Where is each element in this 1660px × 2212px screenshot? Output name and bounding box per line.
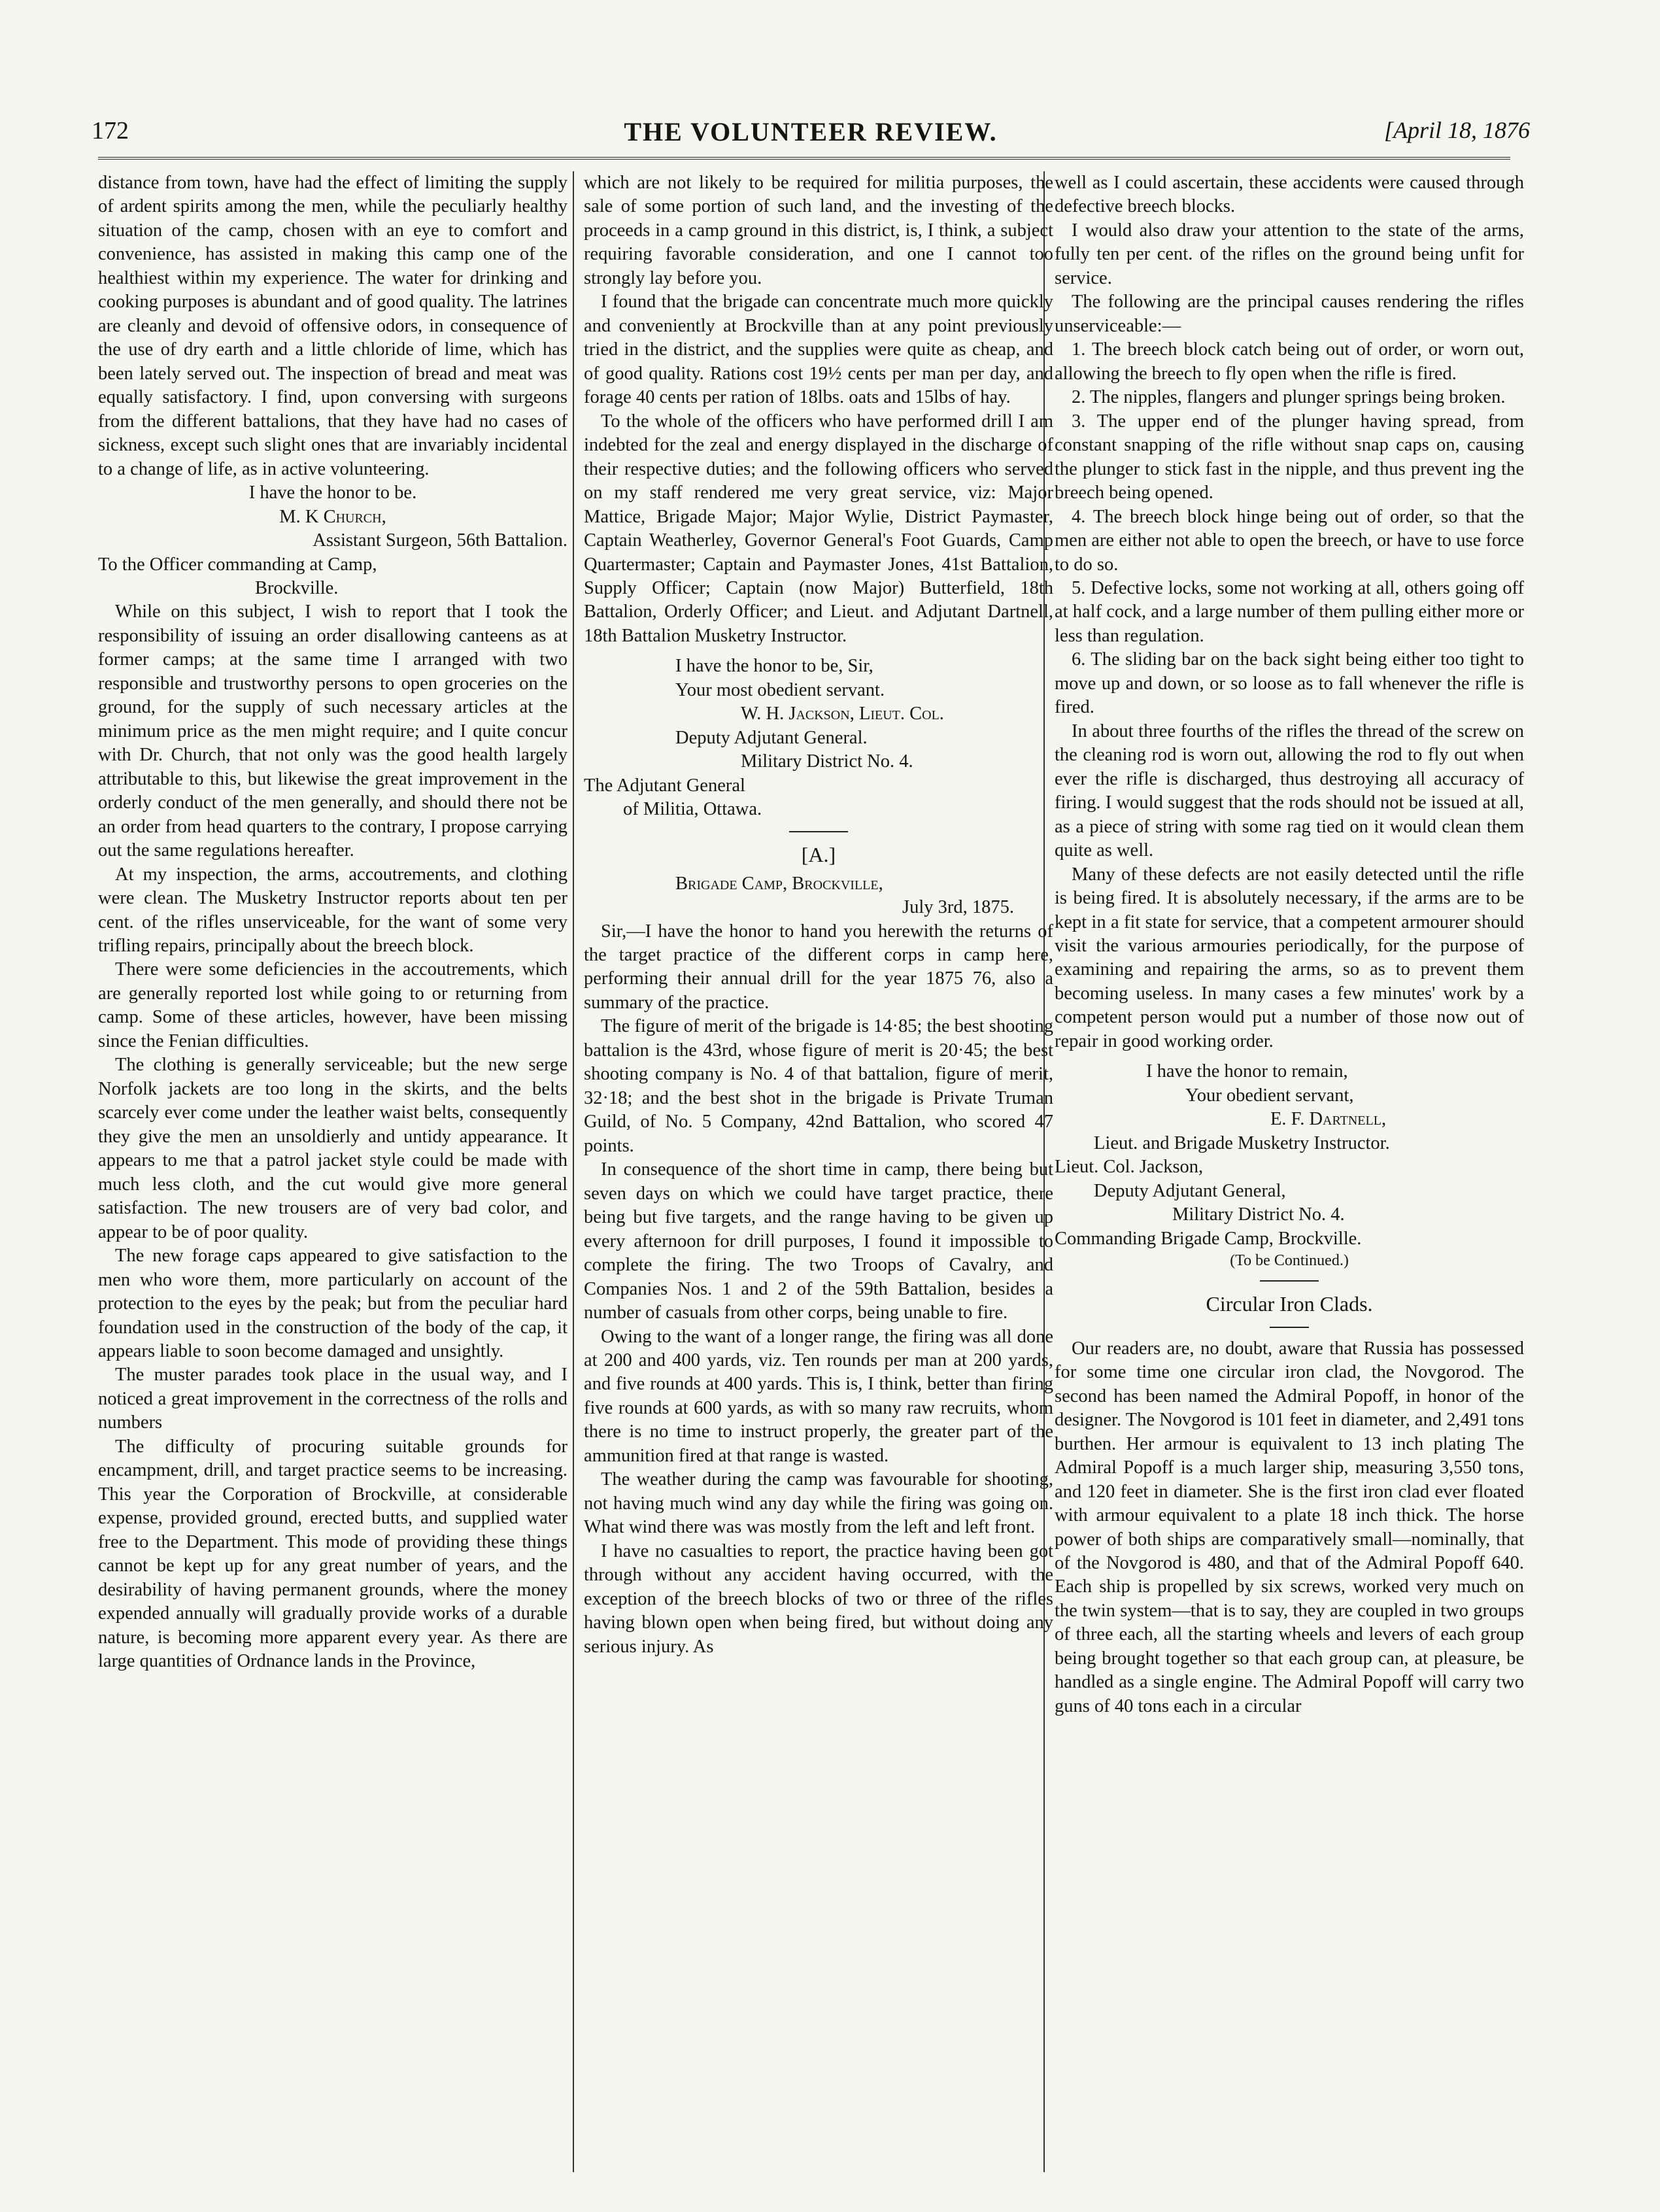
column-1 [98,171,567,2185]
issue-date: [April 18, 1876 [1383,117,1530,143]
signature-name: E. F. Dartnell, [1270,1109,1387,1130]
paragraph: In consequence of the short time in camp, there being but seven days on which we could have target practice, there being but five targets, and the range having to be given up every afternoon for drill purposes, I found it impossible to complete the firing. The two Troops of Cavalry, and Companies Nos. 1 and 2 of the 59th Battalion, besides a number of casuals from other corps, being unable to fire. [584,1159,1053,1323]
paragraph: distance from town, have had the effect of limiting the supply of ardent spirits among the men, while the peculiarly healthy situation of the camp, chosen with an eye to comfort and convenience, has assisted in making this camp one of the healthiest within my experience. The water for drinking and cooking purposes is abundant and of good quality. The latrines are cleanly and devoid of offensive odors, in consequence of the use of dry earth and a little chloride of lime, which has been lately served out. The inspection of bread and meat was equally satisfactory. I find, upon conversing with surgeons from the different battalions, that they have had no cases of sickness, except such slight ones that are invariably incidental to a change of life, as in active volunteering. [98,173,567,479]
paragraph: I found that the brigade can concentrate much more quickly and conveniently at Brockville than at any point previously tried in the district, and the supplies were quite as cheap, and of good quality. Rations cost 19½ cents per man per day, and forage 40 cents per ration of 18lbs. oats and 15lbs of hay. [584,292,1053,408]
header-rule [98,157,1510,160]
paragraph: The new forage caps appeared to give satisfaction to the men who wore them, more particularly on account of the protection to the eyes by the peak; but from the peculiar hard foundation used in the construction of the body of the cap, it appears liable to soon become damaged and unsightly. [98,1246,567,1361]
addressee-place: Brockville. [255,577,339,598]
signature-title: Military District No. 4. [741,751,913,772]
publication-title: THE VOLUNTEER REVIEW. [624,117,998,146]
paragraph: The difficulty of procuring suitable grounds for encampment, drill, and target practice seems to be increasing. This year the Corporation of Brockville, at considerable expense, provided ground, erected butts, and supplied water free to the Department. This mode of providing these things cannot be kept up for any great number of years, and the desirability of having permanent grounds, where the money expended annually will gradually provide works of a durable nature, is becoming more apparent every year. As there are large quantities of Ordnance lands in the Province, [98,1436,567,1672]
paragraph: In about three fourths of the rifles the thread of the screw on the cleaning rod is worn out, allowing the rod to fly out when ever the rifle is discharged, thus destroying all accuracy of firing. I would suggest that the rods should not be issued at all, as a piece of string with some rag tied on it would clean them quite as well. [1055,721,1524,861]
addressee-title: Deputy Adjutant General, [1094,1180,1286,1201]
list-item: 1. The breech block catch being out of order, or worn out, allowing the breech to fly open when the rifle is fired. [1055,339,1524,384]
signature-title: Lieut. and Brigade Musketry Instructor. [1094,1132,1390,1153]
section-rule [1270,1327,1309,1328]
addressee: Lieut. Col. Jackson, [1055,1157,1204,1178]
list-item: 6. The sliding bar on the back sight being either too tight to move up and down, or so loose as to fall whenever the rifle is fired. [1055,649,1524,718]
paragraph: While on this subject, I wish to report that I took the responsibility of issuing an order disallowing canteens as at former camps; at the same time I arranged with two responsible and trustworthy persons to open groceries on the ground, for the supply of such necessary articles at the minimum price as the men might require; and I quite concur with Dr. Church, that not only was the good health largely attributable to this, but likewise the great improvement in the orderly conduct of the men generally, and should there not be an order from head quarters to the contrary, I propose carrying out the same regulations hereafter. [98,602,567,861]
paragraph: which are not likely to be required for militia purposes, the sale of some portion of such land, and the investing of the proceeds in a camp ground in this district, is, I think, a subject requiring favorable consideration, and one I cannot too strongly lay before you. [584,173,1053,288]
addressee-place: of Militia, Ottawa. [623,799,762,820]
page-header [92,116,1530,156]
section-rule [789,831,848,832]
paragraph: Our readers are, no doubt, aware that Russia has possessed for some time one circular iron clad, the Novgorod. The second has been named the Admiral Popoff, in honor of the designer. The Novgorod is 101 feet in diameter, and 2,491 tons burthen. Her armour is equivalent to 13 inch plating The Admiral Popoff is a much larger ship, measuring 3,550 tons, and 120 feet in diameter. She is the first iron clad ever floated with armour equivalent to a plate 18 inch thick. The horse power of both ships are comparatively small—nominally, that of the Novgorod is 480, and that of the Admiral Popoff 640. Each ship is propelled by six screws, worked very much on the twin system—that is to say, they are coupled in two groups of three each, all the starting wheels and levers of each group being brought together so that each group can, at pleasure, be handled as a single engine. The Admiral Popoff will carry two guns of 40 tons each in a circular [1055,1338,1524,1716]
signature-line: Your obedient servant, [1185,1085,1354,1106]
continued-note: (To be Continued.) [1230,1252,1349,1270]
paragraph: To the whole of the officers who have performed drill I am indebted for the zeal and energy displayed in the discharge of their respective duties; and the following officers who served on my staff rendered me very great service, viz: Major Mattice, Brigade Major; Major Wylie, District Paymaster, Captain Weatherley, Governor General's Foot Guards, Camp Quartermaster; Captain and Paymaster Jones, 41st Battalion, Supply Officer; Captain (now Major) Butterfield, 18th Battalion, Orderly Officer; and Lieut. and Adjutant Dartnell, 18th Battalion Musketry Instructor. [584,411,1053,646]
addressee-command: Commanding Brigade Camp, Brockville. [1055,1228,1362,1249]
paragraph: well as I could ascertain, these accidents were caused through defective breech blocks. [1055,173,1524,217]
list-item: 2. The nipples, flangers and plunger springs being broken. [1072,387,1506,408]
column-2 [584,171,1053,2185]
page-number: 172 [92,117,129,145]
paragraph: I have no casualties to report, the practice having been got through without any accident having occurred, with the exception of the breech blocks of two or three of the rifles having blown open when being fired, but without doing any serious injury. As [584,1540,1053,1657]
signature-line: I have the honor to remain, [1146,1061,1348,1082]
column-3 [1055,171,1524,2185]
list-item: 4. The breech block hinge being out of order, so that the men are either not able to open the breech, or have to use force to do so. [1055,506,1524,575]
addressee: The Adjutant General [584,775,745,796]
signature-title: Assistant Surgeon, 56th Battalion. [313,530,567,551]
paragraph: I would also draw your attention to the state of the arms, fully ten per cent. of the rifles on the ground being unfit for service. [1055,220,1524,288]
article-heading: Circular Iron Clads. [1206,1291,1373,1316]
paragraph: At my inspection, the arms, accoutrements, and clothing were clean. The Musketry Instructor reports about ten per cent. of the rifles unserviceable, for the want of some very trifling repairs, principally about the breech block. [98,864,567,956]
addressee: To the Officer commanding at Camp, [98,554,377,575]
paragraph: The weather during the camp was favourable for shooting, not having much wind any day while the firing was going on. What wind there was was mostly from the left and left front. [584,1469,1053,1538]
dateline-date: July 3rd, 1875. [902,897,1014,918]
paragraph: There were some deficiencies in the accoutrements, which are generally reported lost while going to or returning from camp. Some of these articles, however, have been missing since the Fenian difficulties. [98,959,567,1051]
paragraph: The figure of merit of the brigade is 14·85; the best shooting battalion is the 43rd, whose figure of merit is 20·45; the best shooting company is No. 4 of that battalion, figure of merit, 32·18; and the best shot in the brigade is Private Truman Guild, of No. 5 Company, 42nd Battalion, who scored 47 points. [584,1016,1053,1156]
signature-name: M. K Church, [279,506,386,527]
list-item: 5. Defective locks, some not working at all, others going off at half cock, and a large number of them pulling either more or less than regulation. [1055,577,1524,646]
column-divider [573,171,574,2172]
paragraph: The muster parades took place in the usual way, and I noticed a great improvement in the correctness of the rolls and numbers [98,1365,567,1433]
paragraph: Sir,—I have the honor to hand you herewith the returns of the target practice of the different corps in camp here, performing their annual drill for the year 1875 76, also a summary of the practice. [584,921,1053,1013]
paragraph: The following are the principal causes rendering the rifles unserviceable:— [1055,292,1524,336]
signature-name: W. H. Jackson, Lieut. Col. [741,704,944,724]
annex-label: [A.] [801,842,836,866]
signature-title: Deputy Adjutant General. [675,727,868,748]
list-item: 3. The upper end of the plunger having spread, from constant snapping of the rifle without snap caps on, causing the plunger to stick fast in the nipple, and thus prevent ing the breech being opened. [1055,411,1524,503]
signature-line: I have the honor to be, Sir, [675,656,873,677]
paragraph: Owing to the want of a longer range, the firing was all done at 200 and 400 yards, viz. Ten rounds per man at 200 yards, and five rounds at 400 yards. This is, I think, better than firing five rounds at 600 yards, as with so many raw recruits, whom there is no time to instruct properly, the greater part of the ammunition fired at that range is wasted. [584,1326,1053,1466]
signature-line: Your most obedient servant. [675,679,885,700]
paragraph: Many of these defects are not easily detected until the rifle is being fired. It is absolutely necessary, if the arms are to be kept in a fit state for service, that a competent armourer should visit the various armouries periodically, for the purpose of examining and repairing the arms, so as to prevent them becoming useless. In many cases a few minutes' work by a competent person would put a number of those now out of repair in good working order. [1055,864,1524,1051]
addressee-district: Military District No. 4. [1172,1204,1345,1225]
dateline-place: Brigade Camp, Brockville, [675,873,883,894]
signature-line: I have the honor to be. [248,483,417,503]
section-rule [1260,1280,1319,1282]
paragraph: The clothing is generally serviceable; but the new serge Norfolk jackets are too long in the skirts, and the belts scarcely ever come under the leather waist belts, consequently they give the men an unsoldierly and untidy appearance. It appears to me that a patrol jacket style could be made with much less cloth, and the cut would give more general satisfaction. The new trousers are of very bad color, and appear to be of poor quality. [98,1055,567,1242]
